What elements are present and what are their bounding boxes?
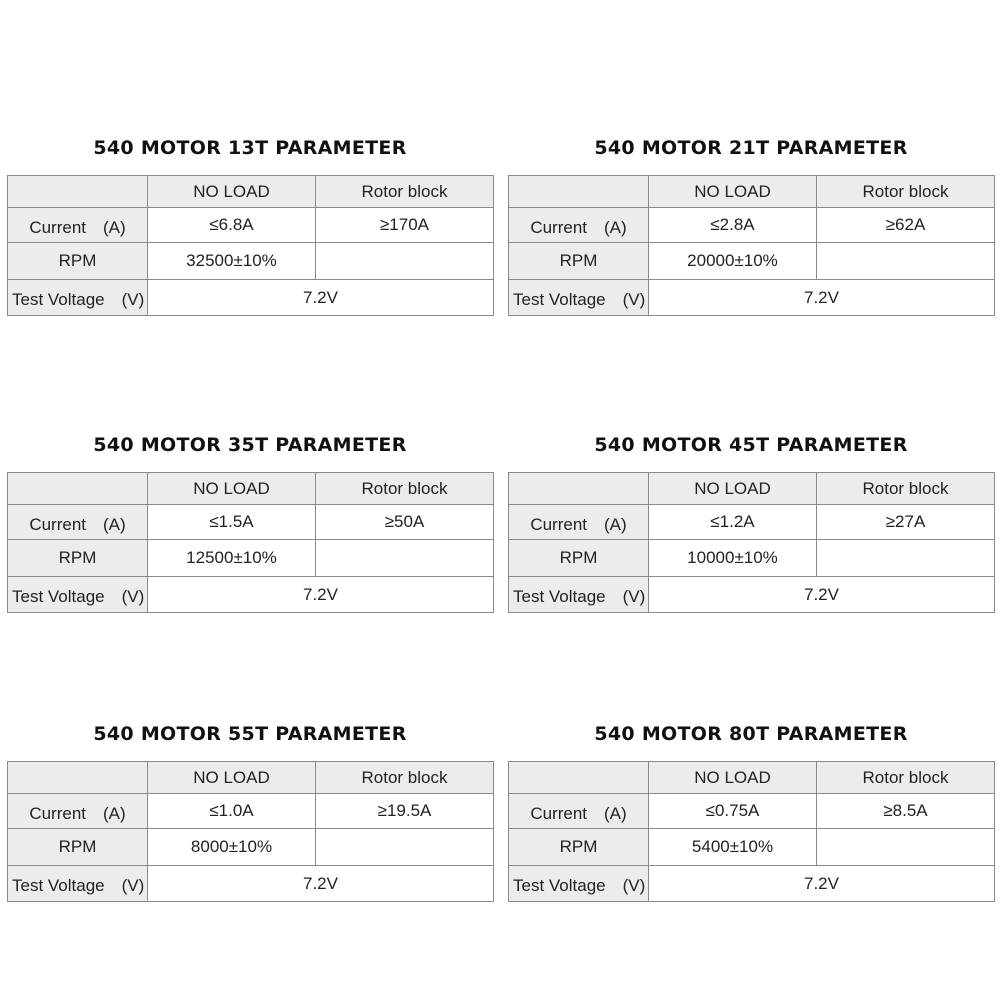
rotor-block-header: Rotor block [316, 762, 494, 794]
voltage-value: 7.2V [148, 577, 494, 613]
current-row [8, 505, 494, 540]
voltage-label: Test Voltage (V) [8, 280, 148, 316]
voltage-label: Test Voltage (V) [8, 577, 148, 613]
rpm-label: RPM [8, 829, 148, 866]
rpm-no-load-value: 10000±10% [649, 540, 817, 577]
parameter-table [7, 175, 494, 316]
current-label: Current (A) [509, 208, 649, 243]
current-row [8, 208, 494, 243]
corner-cell [509, 473, 649, 505]
voltage-row [8, 280, 494, 316]
rpm-row [509, 829, 995, 866]
voltage-row [509, 866, 995, 902]
rpm-label: RPM [8, 243, 148, 280]
voltage-label: Test Voltage (V) [509, 280, 649, 316]
rpm-no-load-value: 12500±10% [148, 540, 316, 577]
rotor-block-header: Rotor block [817, 176, 995, 208]
table-title: 540 MOTOR 21T PARAMETER [594, 137, 908, 159]
rpm-rotor-block-value [817, 243, 995, 280]
corner-cell [8, 473, 148, 505]
current-rotor-block-value: ≥50A [316, 505, 494, 540]
current-rotor-block-value: ≥19.5A [316, 794, 494, 829]
rotor-block-header: Rotor block [316, 176, 494, 208]
rpm-rotor-block-value [316, 243, 494, 280]
table-title: 540 MOTOR 45T PARAMETER [594, 434, 908, 456]
no-load-header: NO LOAD [148, 176, 316, 208]
rpm-rotor-block-value [316, 829, 494, 866]
header-row [509, 176, 995, 208]
voltage-label: Test Voltage (V) [509, 577, 649, 613]
current-label: Current (A) [509, 505, 649, 540]
current-rotor-block-value: ≥27A [817, 505, 995, 540]
current-label: Current (A) [8, 208, 148, 243]
voltage-value: 7.2V [148, 866, 494, 902]
table-title: 540 MOTOR 35T PARAMETER [93, 434, 407, 456]
parameter-table [508, 472, 995, 613]
rpm-row [509, 243, 995, 280]
header-row [8, 473, 494, 505]
rotor-block-header: Rotor block [817, 473, 995, 505]
parameter-table [508, 761, 995, 902]
rpm-label: RPM [509, 540, 649, 577]
voltage-label: Test Voltage (V) [8, 866, 148, 902]
voltage-value: 7.2V [148, 280, 494, 316]
table-title: 540 MOTOR 80T PARAMETER [594, 723, 908, 745]
corner-cell [509, 176, 649, 208]
no-load-header: NO LOAD [148, 762, 316, 794]
header-row [509, 473, 995, 505]
voltage-label: Test Voltage (V) [509, 866, 649, 902]
current-rotor-block-value: ≥8.5A [817, 794, 995, 829]
rpm-no-load-value: 8000±10% [148, 829, 316, 866]
no-load-header: NO LOAD [649, 473, 817, 505]
rpm-no-load-value: 32500±10% [148, 243, 316, 280]
rpm-row [8, 243, 494, 280]
rpm-label: RPM [509, 829, 649, 866]
table-title: 540 MOTOR 55T PARAMETER [93, 723, 407, 745]
current-rotor-block-value: ≥62A [817, 208, 995, 243]
current-rotor-block-value: ≥170A [316, 208, 494, 243]
voltage-value: 7.2V [649, 280, 995, 316]
voltage-row [509, 577, 995, 613]
rpm-label: RPM [509, 243, 649, 280]
no-load-header: NO LOAD [649, 176, 817, 208]
current-row [509, 505, 995, 540]
rpm-row [8, 540, 494, 577]
current-no-load-value: ≤1.2A [649, 505, 817, 540]
current-label: Current (A) [509, 794, 649, 829]
current-row [8, 794, 494, 829]
corner-cell [8, 176, 148, 208]
corner-cell [509, 762, 649, 794]
rpm-row [509, 540, 995, 577]
rpm-no-load-value: 5400±10% [649, 829, 817, 866]
table-title: 540 MOTOR 13T PARAMETER [93, 137, 407, 159]
rpm-rotor-block-value [817, 540, 995, 577]
rotor-block-header: Rotor block [817, 762, 995, 794]
voltage-row [509, 280, 995, 316]
current-no-load-value: ≤6.8A [148, 208, 316, 243]
rpm-rotor-block-value [316, 540, 494, 577]
rpm-row [8, 829, 494, 866]
no-load-header: NO LOAD [148, 473, 316, 505]
voltage-row [8, 866, 494, 902]
parameter-table [508, 175, 995, 316]
voltage-row [8, 577, 494, 613]
header-row [509, 762, 995, 794]
current-row [509, 794, 995, 829]
current-label: Current (A) [8, 505, 148, 540]
header-row [8, 176, 494, 208]
parameter-table [7, 472, 494, 613]
no-load-header: NO LOAD [649, 762, 817, 794]
current-row [509, 208, 995, 243]
current-no-load-value: ≤2.8A [649, 208, 817, 243]
corner-cell [8, 762, 148, 794]
rpm-label: RPM [8, 540, 148, 577]
voltage-value: 7.2V [649, 577, 995, 613]
current-no-load-value: ≤1.5A [148, 505, 316, 540]
rotor-block-header: Rotor block [316, 473, 494, 505]
current-no-load-value: ≤1.0A [148, 794, 316, 829]
header-row [8, 762, 494, 794]
parameter-table [7, 761, 494, 902]
rpm-rotor-block-value [817, 829, 995, 866]
current-no-load-value: ≤0.75A [649, 794, 817, 829]
current-label: Current (A) [8, 794, 148, 829]
voltage-value: 7.2V [649, 866, 995, 902]
rpm-no-load-value: 20000±10% [649, 243, 817, 280]
